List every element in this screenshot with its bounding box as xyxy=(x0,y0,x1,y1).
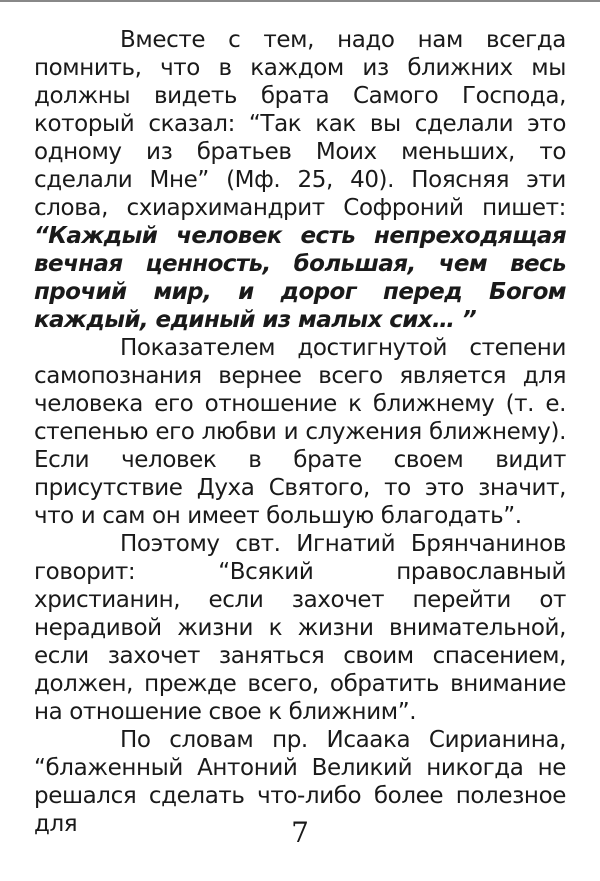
top-rule xyxy=(0,0,600,2)
paragraph-3: Поэтому свт. Игнатий Брянчанинов говорит: “Всякий православный христианин, если захочет перейти от нерадивой жизни к жизни внимательной, если захочет заняться своим спасением, должен, прежде всего, обратить внимание на отношение свое к ближним”. xyxy=(34,531,566,725)
page-number: 7 xyxy=(291,816,309,849)
sofroniy-quote: “Каждый человек есть непреходящая вечная ценность, большая, чем весь прочий мир, и дорог перед Богом каждый, единый из малых сих… ” xyxy=(34,223,566,333)
paragraph-1 xyxy=(34,26,566,334)
paragraph-2: Показателем достигнутой степени самопознания вернее всего является для человека его отношение к ближнему (т. е. степенью его любви и служения ближнему). Если человек в брате своем видит присутствие Духа Святого, то это значит, что и сам он имеет большую благодать”. xyxy=(34,335,566,529)
page-text xyxy=(34,26,566,838)
paragraph-4: По словам пр. Исаака Сирианина, “блаженный Антоний Великий никогда не решался сделать что-либо более полезное для xyxy=(34,727,566,837)
paragraph-1-text: Вместе с тем, надо нам всегда помнить, что в каждом из ближних мы должны видеть брата Самого Господа, который сказал: “Так как вы сделали это одному из братьев Моих меньших, то сделали Мне” (Мф. 25, 40). Поясняя эти слова, схиархимандрит Софроний пишет: xyxy=(34,27,566,221)
